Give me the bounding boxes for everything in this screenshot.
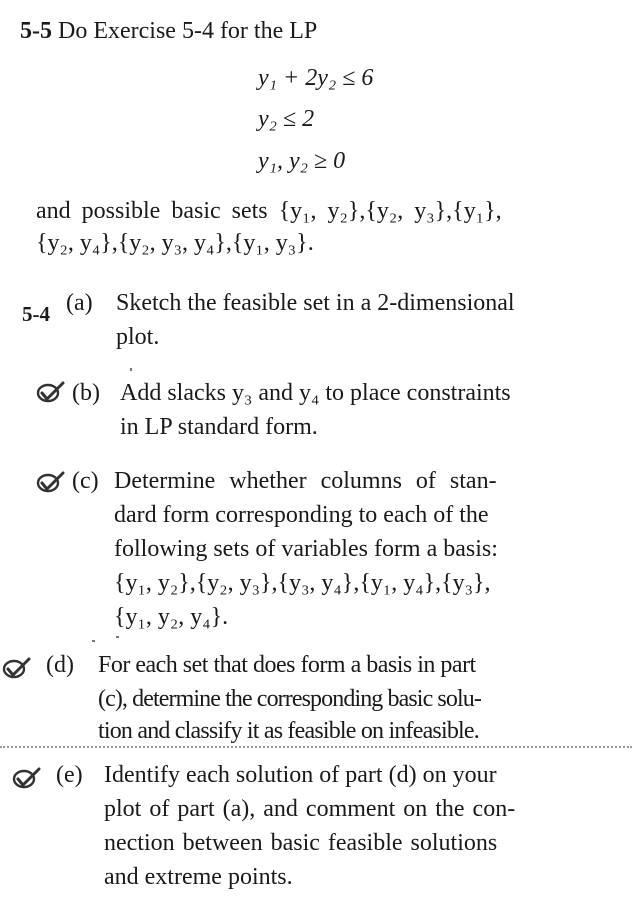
- part-c-line-1: Determine whether columns of stan-: [114, 468, 497, 494]
- part-b-line-1: Add slacks y₃ and y₄ to place constraints: [120, 380, 511, 406]
- part-d-line-2: (c), determine the corresponding basic solu-: [98, 686, 481, 712]
- exercise-intro: Do Exercise 5-4 for the LP: [58, 18, 318, 44]
- checkmark-icon: [12, 766, 42, 790]
- basic-sets-line-2: {y₂, y₄},{y₂, y₃, y₄},{y₁, y₃}.: [36, 230, 314, 256]
- constraint-1: y₁ + 2y₂ ≤ 6: [258, 65, 374, 91]
- part-d-label: (d): [46, 652, 74, 678]
- part-c-line-5: {y₁, y₂, y₄}.: [114, 604, 229, 630]
- part-e-line-2: plot of part (a), and comment on the con-: [104, 796, 516, 822]
- dotted-separator: [0, 746, 632, 748]
- part-e-line-1: Identify each solution of part (d) on your: [104, 762, 497, 788]
- part-e-line-3: nection between basic feasible solutions: [104, 830, 498, 856]
- exercise-5-4-number: 5-4: [22, 302, 50, 326]
- part-c-label: (c): [72, 468, 99, 494]
- part-c-line-2: dard form corresponding to each of the: [114, 502, 489, 528]
- part-c-line-3: following sets of variables form a basis:: [114, 536, 498, 562]
- constraint-3: y₁, y₂ ≥ 0: [258, 148, 346, 174]
- stray-mark: [130, 368, 132, 371]
- checkmark-icon: [2, 656, 32, 680]
- part-d-line-3: tion and classify it as feasible on infeasible.: [98, 718, 479, 744]
- basic-sets-line-1: and possible basic sets {y₁, y₂},{y₂, y₃},{y₁},: [36, 198, 502, 224]
- checkmark-icon: [36, 470, 66, 494]
- part-b-line-2: in LP standard form.: [120, 414, 318, 440]
- part-a-line-1: Sketch the feasible set in a 2-dimensional: [116, 290, 515, 316]
- constraint-2: y₂ ≤ 2: [258, 106, 315, 132]
- part-a-label: (a): [66, 290, 93, 316]
- exercise-5-5-heading: [20, 16, 317, 46]
- checkmark-icon: [36, 380, 66, 404]
- part-e-line-4: and extreme points.: [104, 864, 293, 890]
- part-e-label: (e): [56, 762, 83, 788]
- part-a-line-2: plot.: [116, 324, 160, 350]
- part-b-label: (b): [72, 380, 100, 406]
- stray-mark: [92, 640, 95, 642]
- part-d-line-1: For each set that does form a basis in part: [98, 652, 476, 678]
- stray-mark: [116, 636, 119, 638]
- part-c-line-4: {y₁, y₂},{y₂, y₃},{y₃, y₄},{y₁, y₄},{y₃},: [114, 570, 491, 596]
- exercise-number: 5-5: [20, 18, 52, 44]
